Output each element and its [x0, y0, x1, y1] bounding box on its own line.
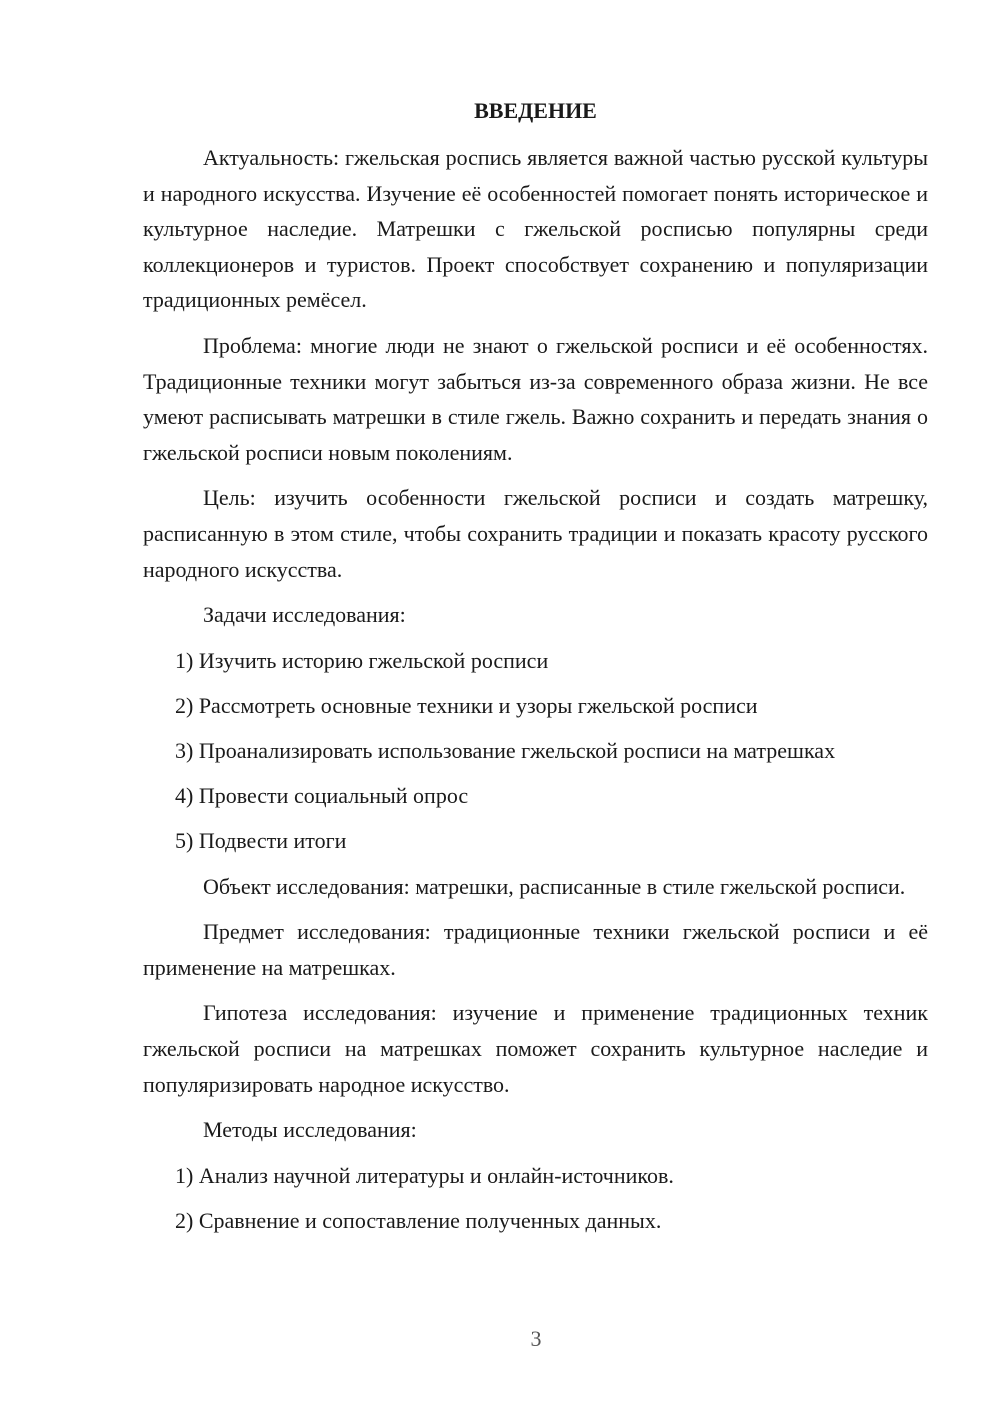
list-item: 5) Подвести итоги [175, 828, 347, 854]
page-body [143, 94, 928, 1248]
relevance-paragraph: Актуальность: гжельская роспись является важной частью русской культуры и народного искусства. Изучение её особенностей помогает понять историческое и культурное наследие. Матрешки с гжельской росписью популярны среди коллекционеров и туристов. Проект способствует сохранению и популяризации традиционных ремёсел. [143, 145, 928, 313]
list-item: 4) Провести социальный опрос [175, 783, 469, 809]
list-item: 1) Изучить историю гжельской росписи [175, 647, 549, 673]
list-item: 1) Анализ научной литературы и онлайн-источников. [175, 1162, 674, 1188]
page-number: 3 [530, 1326, 542, 1351]
object-paragraph: Объект исследования: матрешки, расписанные в стиле гжельской росписи. [203, 873, 906, 899]
list-item: 2) Рассмотреть основные техники и узоры гжельской росписи [175, 692, 758, 718]
problem-paragraph: Проблема: многие люди не знают о гжельской росписи и её особенностях. Традиционные техники могут забыться из-за современного образа жизни. Не все умеют расписывать матрешки в стиле гжель. Важно сохранить и передать знания о гжельской росписи новым поколениям. [143, 332, 928, 465]
section-heading: ВВЕДЕНИЕ [474, 98, 597, 123]
list-item: 2) Сравнение и сопоставление полученных данных. [175, 1208, 662, 1233]
tasks-heading: Задачи исследования: [203, 602, 406, 628]
list-item: 3) Проанализировать использование гжельской росписи на матрешках [175, 738, 836, 764]
subject-paragraph: Предмет исследования: традиционные техники гжельской росписи и её применение на матрешках. [143, 919, 928, 980]
hypothesis-paragraph: Гипотеза исследования: изучение и применение традиционных техник гжельской росписи на матрешках поможет сохранить культурное наследие и популяризировать народное искусство. [143, 1000, 928, 1097]
methods-heading: Методы исследования: [203, 1117, 417, 1143]
goal-paragraph: Цель: изучить особенности гжельской росписи и создать матрешку, расписанную в этом стиле, чтобы сохранить традиции и показать красоту русского народного искусства. [143, 485, 928, 582]
